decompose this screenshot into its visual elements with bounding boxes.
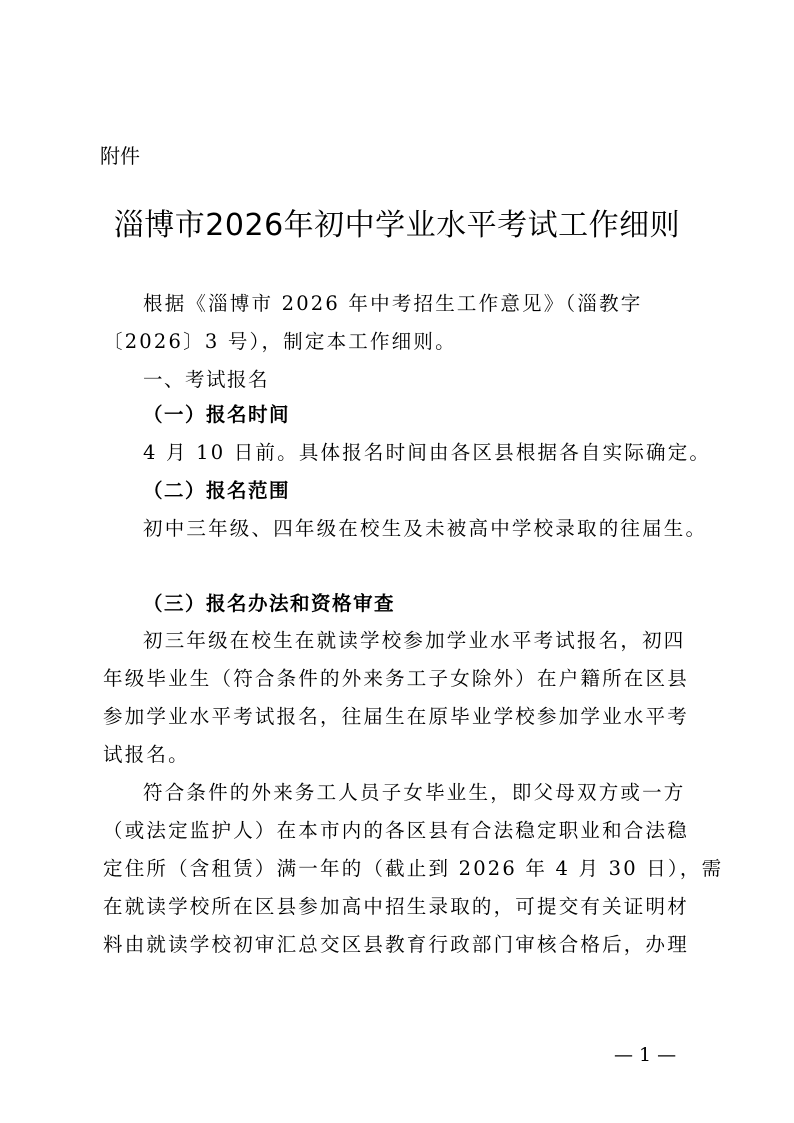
paragraph-line: 定住所（含租赁）满一年的（截止到 2026 年 4 月 30 日），需	[103, 857, 724, 880]
page-number: — 1 —	[614, 1044, 677, 1066]
subsection-heading-scope: （二）报名范围	[143, 479, 291, 502]
paragraph-line: 初三年级在校生在就读学校参加学业水平考试报名，初四	[143, 629, 686, 652]
intro-line-1: 根据《淄博市 2026 年中考招生工作意见》（淄教字	[143, 292, 643, 315]
subsection-heading-method: （三）报名办法和资格审查	[143, 592, 396, 615]
paragraph-line: 料由就读学校初审汇总交区县教育行政部门审核合格后，办理	[103, 933, 689, 956]
section-heading-registration: 一、考试报名	[143, 368, 270, 391]
attachment-label: 附件	[100, 144, 140, 168]
paragraph-line: 年级毕业生（符合条件的外来务工子女除外）在户籍所在区县	[103, 667, 689, 690]
registration-time-text: 4 月 10 日前。具体报名时间由各区县根据各自实际确定。	[143, 441, 712, 464]
paragraph-line: 在就读学校所在区县参加高中招生录取的，可提交有关证明材	[103, 895, 689, 918]
document-title: 淄博市2026年初中学业水平考试工作细则	[113, 208, 681, 243]
paragraph-line: 参加学业水平考试报名，往届生在原毕业学校参加学业水平考	[103, 705, 689, 728]
subsection-heading-time: （一）报名时间	[143, 403, 291, 426]
registration-scope-text: 初中三年级、四年级在校生及未被高中学校录取的往届生。	[143, 517, 708, 540]
paragraph-line: 试报名。	[103, 743, 190, 766]
paragraph-line: 符合条件的外来务工人员子女毕业生，即父母双方或一方	[143, 781, 686, 804]
intro-line-2: 〔2026〕3 号），制定本工作细则。	[103, 330, 457, 353]
paragraph-line: （或法定监护人）在本市内的各区县有合法稳定职业和合法稳	[103, 819, 689, 842]
